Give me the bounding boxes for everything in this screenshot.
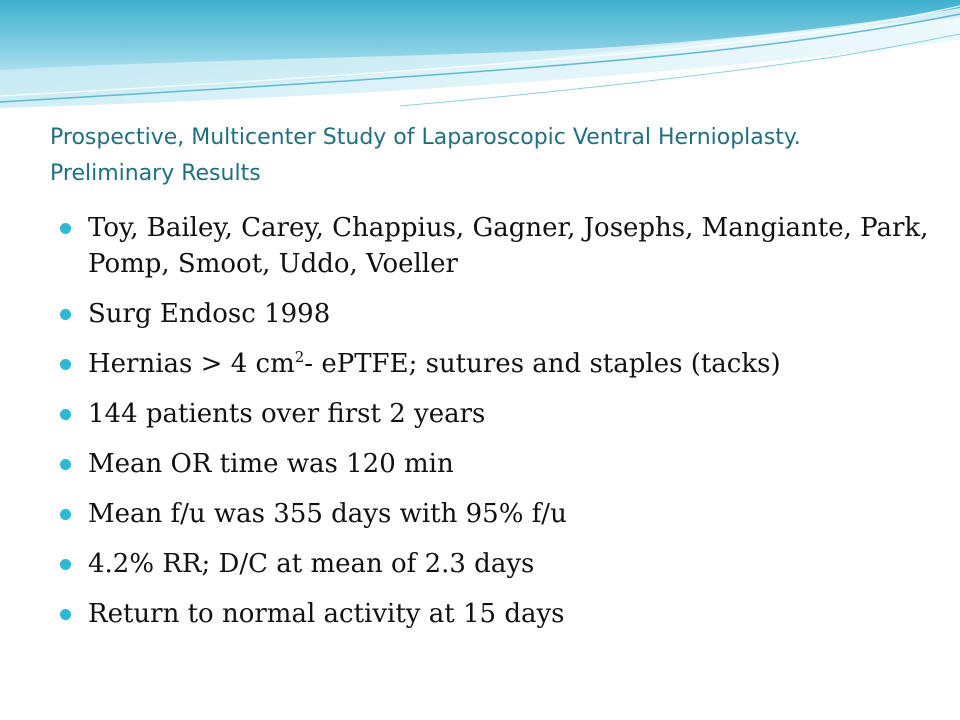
bullet-item-followup [60,496,930,532]
bullet-dot-icon [60,559,71,570]
bullet-list [60,210,930,632]
bullet-text: Mean OR time was 120 min [88,449,454,479]
bullet-text: Mean f/u was 355 days with 95% f/u [88,499,567,529]
bullet-dot-icon [60,409,71,420]
bullet-text: Return to normal activity at 15 days [88,599,565,629]
bullet-dot-icon [60,359,71,370]
bullet-dot-icon [60,223,71,234]
bullet-text: 4.2% RR; D/C at mean of 2.3 days [88,549,535,579]
bullet-dot-icon [60,309,71,320]
bullet-item-authors [60,210,930,282]
bullet-text-before: Hernias > 4 cm [88,349,295,379]
superscript: 2 [294,348,305,366]
bullet-dot-icon [60,509,71,520]
bullet-item-journal [60,296,930,332]
bullet-item-patients [60,396,930,432]
bullet-item-recurrence [60,546,930,582]
bullet-text: 144 patients over first 2 years [88,399,486,429]
bullet-dot-icon [60,609,71,620]
bullet-text: Surg Endosc 1998 [88,299,331,329]
bullet-dot-icon [60,459,71,470]
decorative-wave-banner [0,0,960,110]
bullet-text-after: - ePTFE; sutures and staples (tacks) [304,349,781,379]
bullet-text: Toy, Bailey, Carey, Chappius, Gagner, Josephs, Mangiante, Park, Pomp, Smoot, Uddo, Voeller [88,213,929,279]
slide-title: Prospective, Multicenter Study of Laparoscopic Ventral Hernioplasty. Preliminary Results [50,125,801,186]
bullet-item-hernias [60,346,930,382]
bullet-item-or-time [60,446,930,482]
bullet-item-activity [60,596,930,632]
